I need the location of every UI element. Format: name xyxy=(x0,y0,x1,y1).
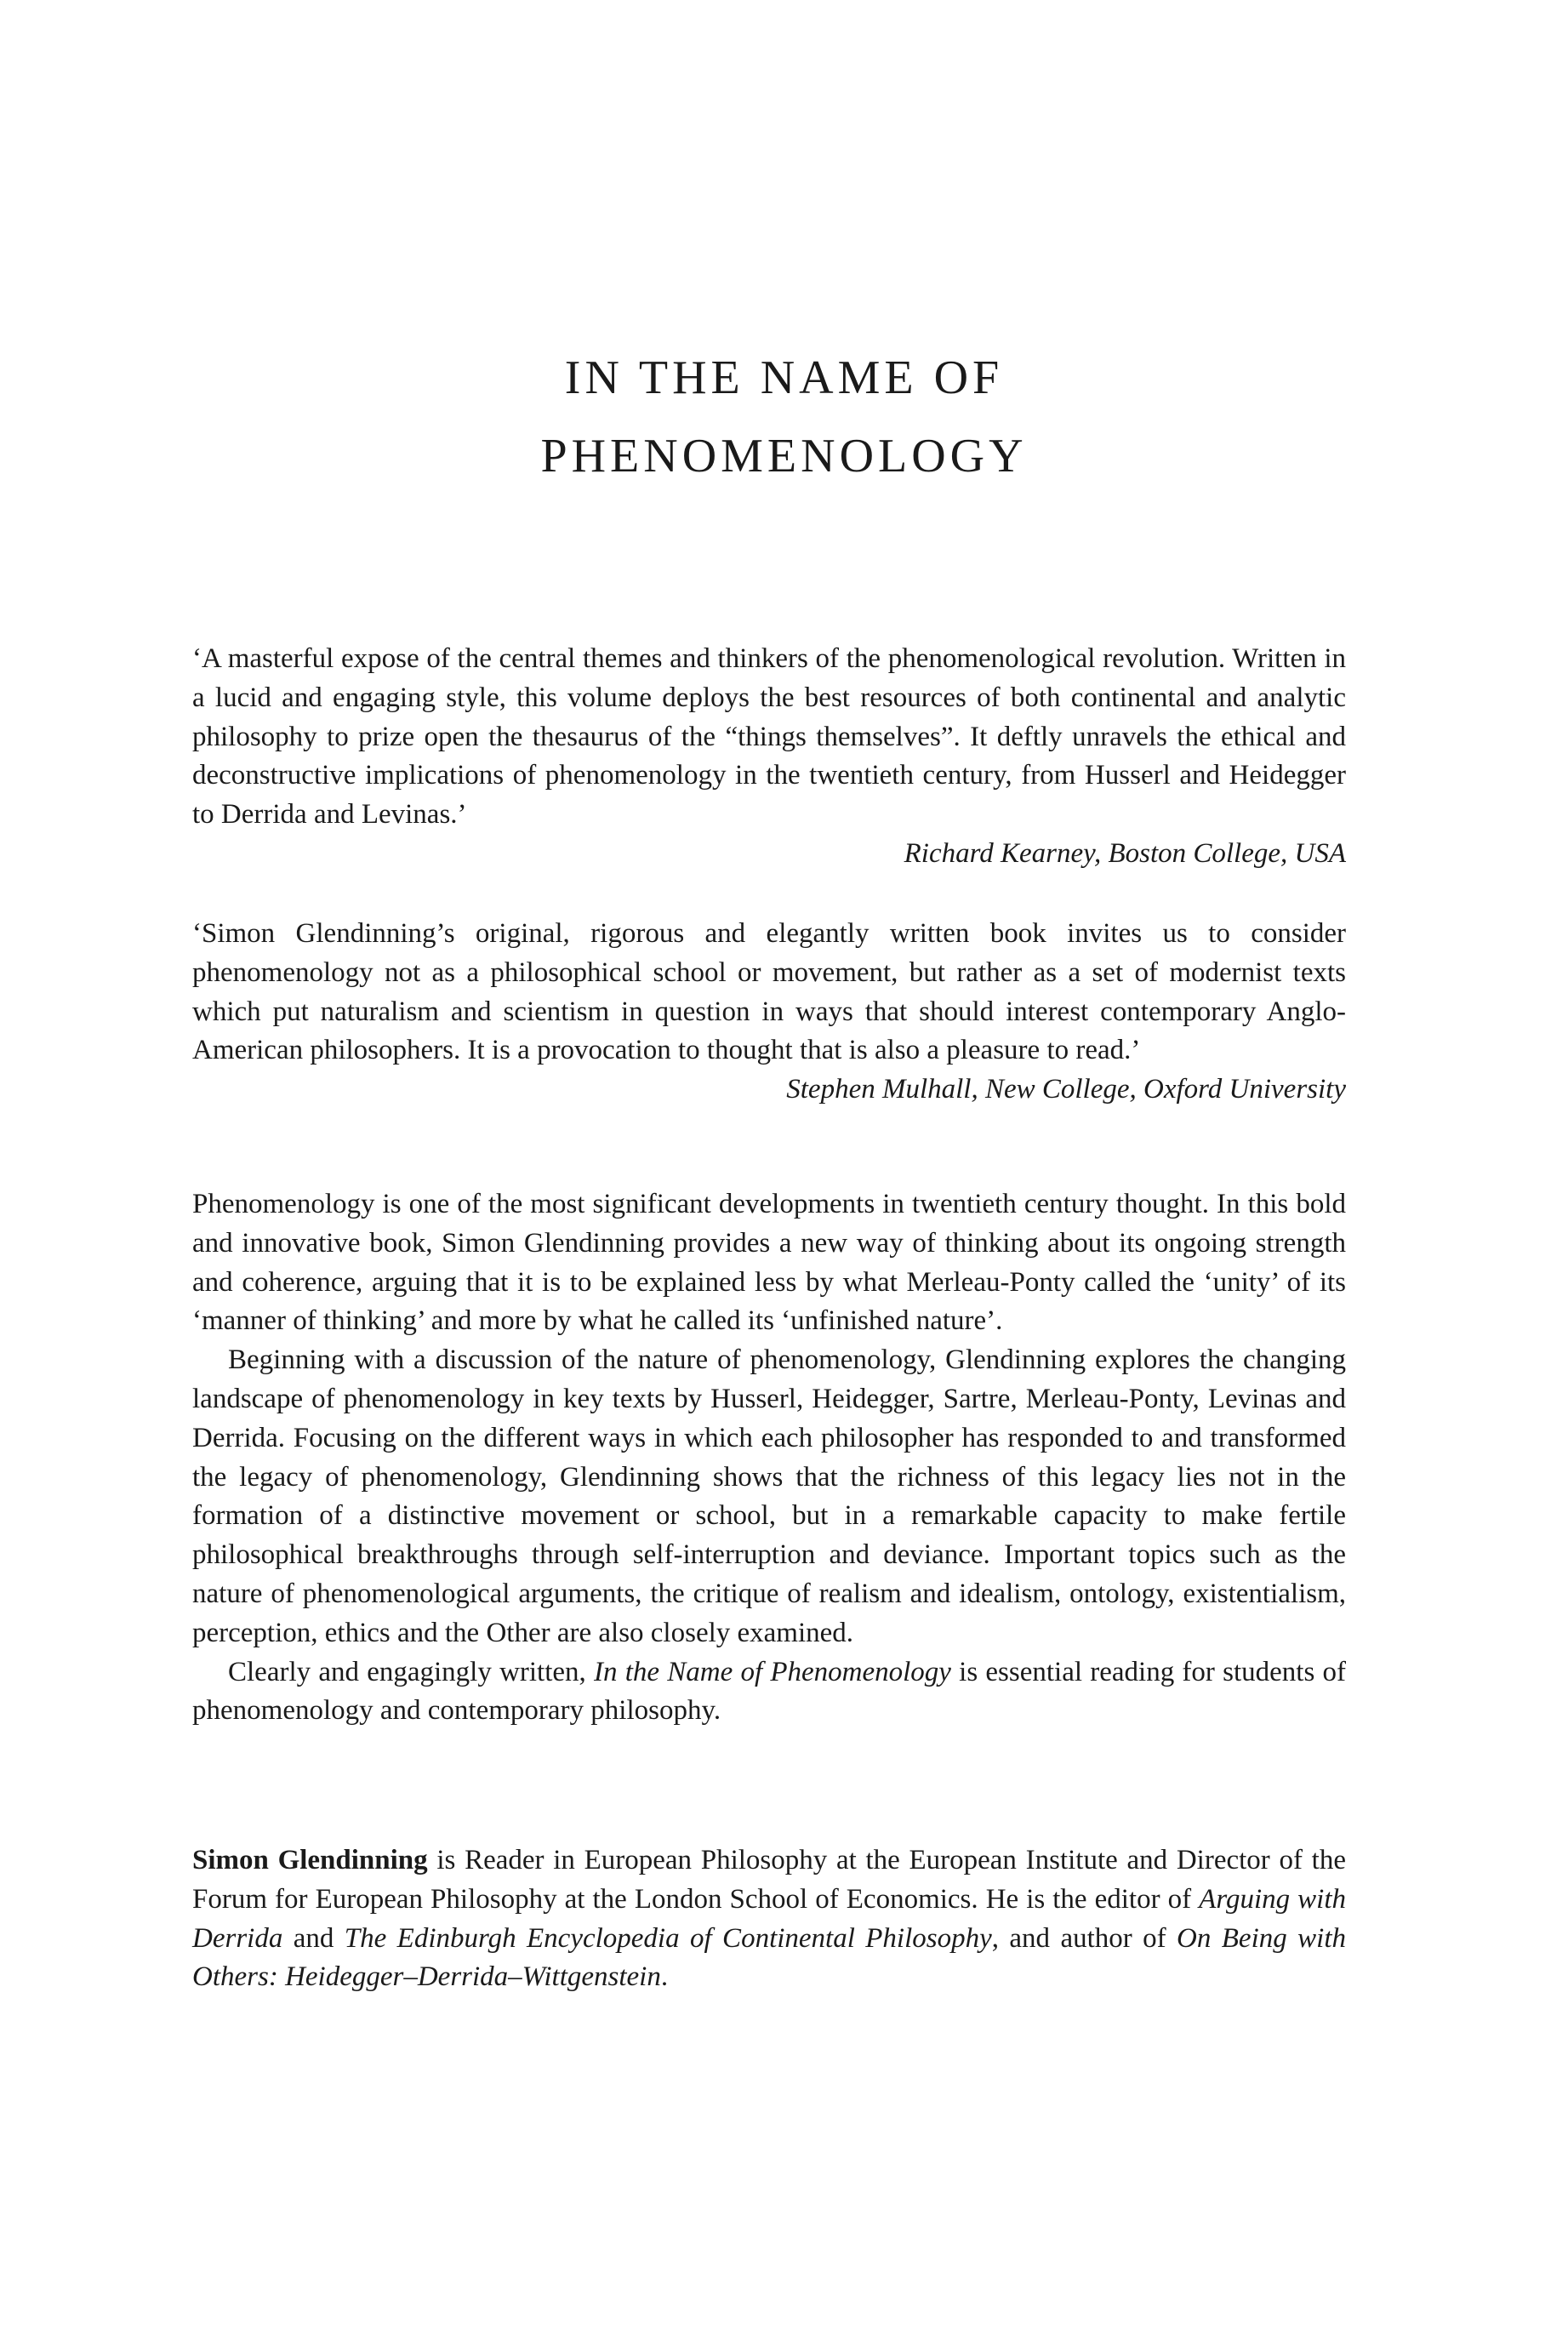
para3-prefix: Clearly and engagingly written, xyxy=(228,1656,595,1687)
book-title-line-1: IN THE NAME OF xyxy=(564,351,1004,404)
book-title xyxy=(0,339,1568,495)
blurb-attribution: Richard Kearney, Boston College, USA xyxy=(904,837,1346,869)
bio-end: . xyxy=(660,1961,669,1993)
bio-book-1: Arguing with Derrida xyxy=(192,1883,1347,1954)
blurb-quote: ‘A masterful expose of the central themes and thinkers of the phenomenological revolution. Written in a lucid and engaging style, this volume deploys the best resources of both continental and analytic philosophy to prize open the thesaurus of the “things themselves”. It deftly unravels the ethical and deconstructive implications of phenomenology in the twentieth century, from Husserl and Heidegger to Derrida and Levinas.’ xyxy=(192,643,1346,831)
blurb-quote: ‘Simon Glendinning’s original, rigorous and elegantly written book invites us to consider phenomenology not as a philosophical school or movement, but rather as a set of modernist texts which put naturalism and scientism in question in ways that should interest contemporary Anglo-American philosophers. It is a provocation to thought that is also a pleasure to read.’ xyxy=(192,918,1346,1066)
author-name: Simon Glendinning xyxy=(192,1845,428,1875)
bio-book-3: On Being with Others: Heidegger–Derrida–Wittgenstein xyxy=(192,1922,1346,1993)
blurb-attribution: Stephen Mulhall, New College, Oxford University xyxy=(786,1074,1346,1105)
book-description xyxy=(192,1185,1346,1731)
description-paragraph-3 xyxy=(192,1653,1346,1732)
bio-and: and xyxy=(282,1922,345,1954)
blurb-kearney xyxy=(192,640,1346,874)
description-paragraph-2: Beginning with a discussion of the nature of phenomenology, Glendinning explores the changing landscape of phenomenology in key texts by Husserl, Heidegger, Sartre, Merleau-Ponty, Levinas and Derrida. Focusing on the different ways in which each philosopher has responded to and transformed the legacy of phenomenology, Glendinning shows that the richness of this legacy lies not in the formation of a distinctive movement or school, but in a remarkable capacity to make fertile philosophical breakthroughs through self-interruption and deviance. Important topics such as the nature of phenomenological arguments, the critique of realism and idealism, ontology, existentialism, perception, ethics and the Other are also closely examined. xyxy=(192,1344,1346,1648)
para3-suffix: is essential reading for students of phenomenology and contemporary philosophy. xyxy=(192,1656,1346,1727)
author-bio-paragraph xyxy=(192,1841,1346,1997)
blurb-mulhall xyxy=(192,915,1346,1110)
author-bio xyxy=(192,1841,1346,1997)
bio-text-1: is Reader in European Philosophy at the European Institute and Director of the Forum for European Philosophy at the London School of Economics. He is the editor of xyxy=(192,1845,1346,1915)
description-paragraph-1: Phenomenology is one of the most significant developments in twentieth century thought. In this bold and innovative book, Simon Glendinning provides a new way of thinking about its ongoing strength and coherence, arguing that it is to be explained less by what Merleau-Ponty called the ‘unity’ of its ‘manner of thinking’ and more by what he called its ‘unfinished nature’. xyxy=(192,1189,1346,1337)
bio-book-2: The Edinburgh Encyclopedia of Continental Philosophy xyxy=(344,1922,992,1954)
para3-book-title: In the Name of Phenomenology xyxy=(594,1656,951,1687)
bio-text-2: , and author of xyxy=(991,1922,1177,1954)
book-title-line-2: PHENOMENOLOGY xyxy=(540,430,1028,482)
